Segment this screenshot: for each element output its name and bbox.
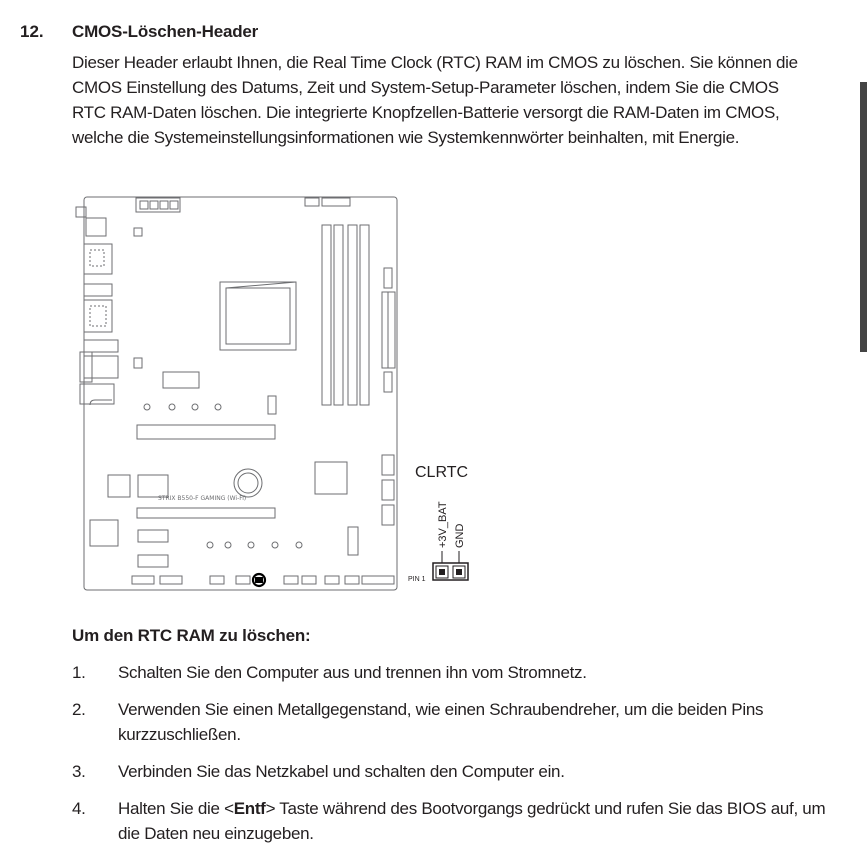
board-label: STRIX B550-F GAMING (Wi-Fi) bbox=[158, 495, 247, 502]
step-number: 2. bbox=[72, 700, 86, 719]
list-item bbox=[72, 759, 832, 784]
step-text: Verwenden Sie einen Metallgegenstand, wie einen Schraubendreher, um die beiden Pins kurzzuschließen. bbox=[118, 700, 764, 744]
pin1-label: PIN 1 bbox=[408, 576, 426, 583]
pin-label-3v-bat: +3V_BAT bbox=[437, 501, 449, 548]
step-number: 4. bbox=[72, 799, 86, 818]
pcie-slot bbox=[137, 425, 275, 439]
step-number: 3. bbox=[72, 762, 86, 781]
list-item bbox=[72, 697, 832, 747]
key-name: Entf bbox=[233, 799, 266, 818]
step-text: Verbinden Sie das Netzkabel und schalten den Computer ein. bbox=[118, 762, 565, 781]
section-title: CMOS-Löschen-Header bbox=[72, 22, 259, 41]
step-number: 1. bbox=[72, 663, 86, 682]
step-text: Halten Sie die <Entf> Taste während des Bootvorgangs gedrückt und rufen Sie das BIOS auf, um die Daten neu einzugeben. bbox=[118, 799, 826, 843]
steps-list bbox=[72, 660, 832, 858]
instructions-heading: Um den RTC RAM zu löschen: bbox=[72, 626, 311, 645]
cpu-socket bbox=[220, 282, 296, 350]
board-outline bbox=[84, 197, 397, 590]
clrtc-label: CLRTC bbox=[415, 464, 469, 481]
step-text: Schalten Sie den Computer aus und trennen ihn vom Stromnetz. bbox=[118, 663, 587, 682]
section-paragraph: Dieser Header erlaubt Ihnen, die Real Time Clock (RTC) RAM im CMOS zu löschen. Sie können die CMOS Einstellung des Datums, Zeit und System-Setup-Parameter löschen, indem Sie die CMOS RTC RAM-Daten löschen. Die integrierte Knopfzellen-Batterie versorgt die RAM-Daten im CMOS, welche die Systemeinstellungsinformationen wie Systemkennwörter beinhalten, mit Energie. bbox=[72, 53, 798, 147]
page-edge-tab bbox=[860, 82, 867, 352]
list-item bbox=[72, 796, 832, 846]
list-item bbox=[72, 660, 832, 685]
motherboard-diagram bbox=[73, 190, 493, 600]
section-number: 12. bbox=[20, 22, 44, 41]
pin-label-gnd: GND bbox=[454, 523, 466, 548]
